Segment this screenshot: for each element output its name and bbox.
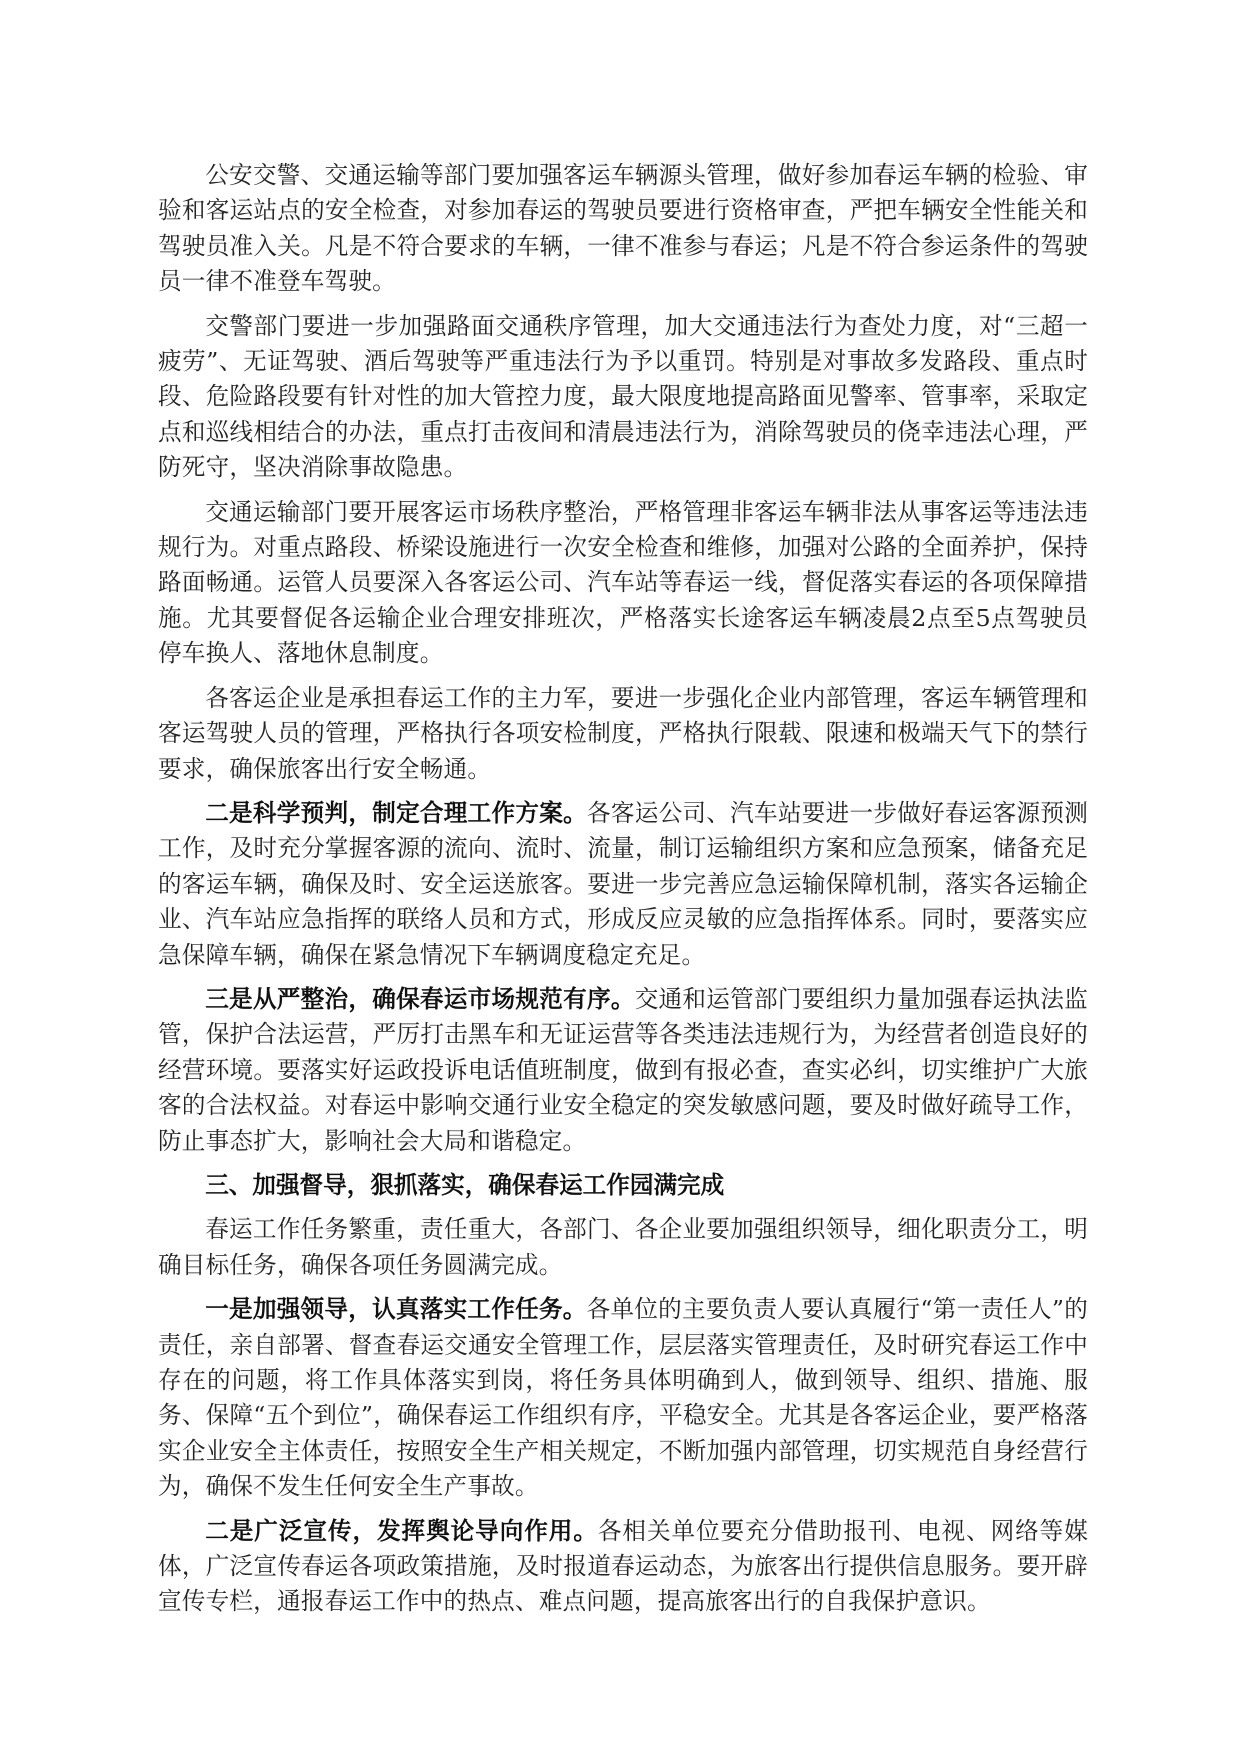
paragraph-text: 各客运公司、汽车站要进一步做好春运客源预测工作，及时充分掌握客源的流向、流时、流量，制订运输组织方案和应急预案，储备充足的客运车辆，确保及时、安全运送旅客。要进一步完善应急运输保障机制，落实各运输企业、汽车站应急指挥的联络人员和方式，形成反应灵敏的应急指挥体系。同时，要落实应急保障车辆，确保在紧急情况下车辆调度稳定充足。 <box>158 798 1089 969</box>
paragraph-text: 公安交警、交通运输等部门要加强客运车辆源头管理，做好参加春运车辆的检验、审验和客运站点的安全检查，对参加春运的驾驶员要进行资格审查，严把车辆安全性能关和驾驶员准入关。凡是不符合要求的车辆，一律不准参与春运；凡是不符合参运条件的驾驶员一律不准登车驾驶。 <box>158 161 1088 296</box>
paragraph-lead: 二是广泛宣传，发挥舆论导向作用。 <box>205 1516 598 1545</box>
paragraph-section-intro <box>158 1212 1088 1283</box>
paragraph-publicity <box>158 1514 1088 1620</box>
document-body <box>158 158 1088 1629</box>
paragraph-lead: 三是从严整治，确保春运市场规范有序。 <box>205 984 635 1013</box>
paragraph-scientific-forecast <box>158 796 1088 973</box>
paragraph-text: 春运工作任务繁重，责任重大，各部门、各企业要加强组织领导，细化职责分工，明确目标任务，确保各项任务圆满完成。 <box>158 1215 1088 1279</box>
paragraph-strict-rectification <box>158 982 1088 1159</box>
paragraph-lead: 二是科学预判，制定合理工作方案。 <box>205 798 587 827</box>
paragraph-text: 各相关单位要充分借助报刊、电视、网络等媒体，广泛宣传春运各项政策措施，及时报道春运动态，为旅客出行提供信息服务。要开辟宣传专栏，通报春运工作中的热点、难点问题，提高旅客出行的自我保护意识。 <box>158 1516 1089 1616</box>
paragraph-text: 各单位的主要负责人要认真履行“第一责任人”的责任，亲自部署、督查春运交通安全管理工作，层层落实管理责任，及时研究春运工作中存在的问题，将工作具体落实到岗，将任务具体明确到人，做到领导、组织、措施、服务、保障“五个到位”，确保春运工作组织有序，平稳安全。尤其是各客运企业，要严格落实企业安全主体责任，按照安全生产相关规定，不断加强内部管理，切实规范自身经营行为，确保不发生任何安全生产事故。 <box>158 1295 1088 1501</box>
section-heading: 三、加强督导，狠抓落实，确保春运工作园满完成 <box>205 1170 725 1199</box>
paragraph-text: 交通运输部门要开展客运市场秩序整治，严格管理非客运车辆非法从事客运等违法违规行为。对重点路段、桥梁设施进行一次安全检查和维修，加强对公路的全面养护，保持路面畅通。运管人员要深入各客运公司、汽车站等春运一线，督促落实春运的各项保障措施。尤其要督促各运输企业合理安排班次，严格落实长途客运车辆凌晨2点至5点驾驶员停车换人、落地休息制度。 <box>158 497 1088 668</box>
paragraph-strengthen-leadership <box>158 1292 1088 1504</box>
paragraph-text: 交通和运管部门要组织力量加强春运执法监管，保护合法运营，严厉打击黑车和无证运营等各类违法违规行为，为经营者创造良好的经营环境。要落实好运政投诉电话值班制度，做到有报必查，查实必纠，切实维护广大旅客的合法权益。对春运中影响交通行业安全稳定的突发敏感问题，要及时做好疏导工作，防止事态扩大，影响社会大局和谐稳定。 <box>158 984 1088 1155</box>
paragraph-transport-department <box>158 495 1088 672</box>
paragraph-vehicle-source-management <box>158 158 1088 300</box>
paragraph-text: 交警部门要进一步加强路面交通秩序管理，加大交通违法行为查处力度，对“三超一疲劳”、无证驾驶、酒后驾驶等严重违法行为予以重罚。特别是对事故多发路段、重点时段、危险路段要有针对性的加大管控力度，最大限度地提高路面见警率、管事率，采取定点和巡线相结合的办法，重点打击夜间和清晨违法行为，消除驾驶员的侥幸违法心理，严防死守，坚决消除事故隐患。 <box>158 311 1088 482</box>
paragraph-passenger-enterprises <box>158 681 1088 787</box>
paragraph-text: 各客运企业是承担春运工作的主力军，要进一步强化企业内部管理，客运车辆管理和客运驾驶人员的管理，严格执行各项安检制度，严格执行限载、限速和极端天气下的禁行要求，确保旅客出行安全畅通。 <box>158 683 1088 783</box>
paragraph-traffic-police <box>158 309 1088 486</box>
paragraph-lead: 一是加强领导，认真落实工作任务。 <box>205 1295 587 1324</box>
